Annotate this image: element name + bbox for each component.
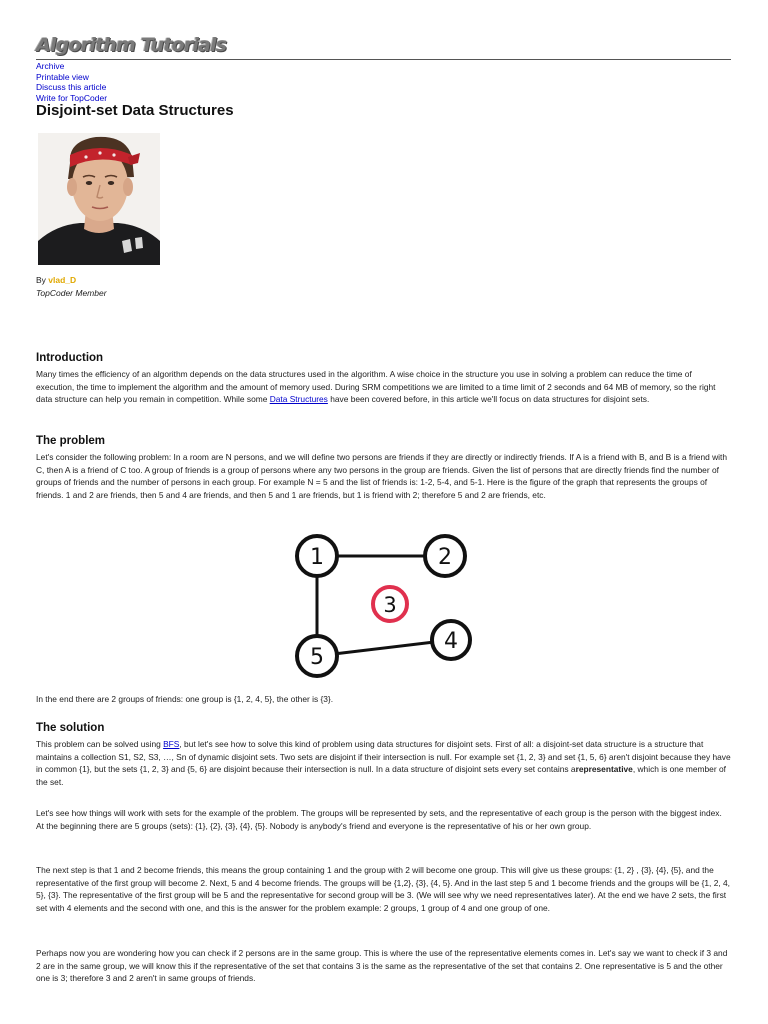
representative-term: representative	[575, 764, 633, 775]
write-for-topcoder-link[interactable]: Write for TopCoder	[36, 92, 108, 103]
site-logo[interactable]: Algorithm Tutorials	[36, 34, 227, 56]
node-5-label: 5	[310, 645, 324, 670]
node-3	[373, 587, 407, 621]
byline-prefix: By	[36, 275, 46, 285]
solution-heading: The solution	[36, 722, 105, 734]
printable-view-link[interactable]: Printable view	[36, 71, 89, 82]
node-4-label: 4	[444, 629, 458, 654]
solution-text-end: , which is one member of the set.	[36, 764, 726, 787]
solution-text-start: This problem can be solved using	[36, 739, 164, 749]
discuss-article-link[interactable]: Discuss this article	[36, 82, 107, 92]
solution-paragraph-2: Let's see how things will work with sets for the example of the problem. The groups will be represented by sets, and the representative of each group is the person with the biggest index. At the beginning there are 5 groups (sets): {1}, {2}, {3}, {4}, {5}. Nobody is anybody's friend and everyone is the representative of his or her own group.	[36, 808, 722, 831]
friends-graph-figure	[291, 530, 481, 682]
node-1	[297, 536, 337, 576]
solution-paragraph-1	[36, 738, 731, 788]
node-1-label: 1	[310, 545, 324, 570]
problem-paragraph: Let's consider the following problem: In a room are N persons, and we will define two persons are friends if they are directly or indirectly friends. If A is a friend with B, and B is a friend with C, then A is a friend of C too. A group of friends is a group of persons where any two persons in the group are friends. Given the list of persons that are directly friends find the number of groups of friends and the number of persons in each group. For example N = 5 and the list of friends is: 1-2, 5-4, and 5-1. Here is the figure of the graph that represents the groups of friends. 1 and 2 are friends, then 5 and 4 are friends, and then 5 and 1 are friends, but 1 is friend with 2; therefore 5 and 2 are friends, etc.	[36, 452, 728, 500]
page-title: Disjoint-set Data Structures	[36, 102, 234, 119]
problem-heading: The problem	[36, 435, 106, 447]
data-structures-link[interactable]: Data Structures	[269, 394, 328, 405]
node-4	[432, 621, 470, 659]
introduction-paragraph	[36, 368, 731, 406]
problem-conclusion: In the end there are 2 groups of friends: one group is {1, 2, 4, 5}, the other is {3}.	[36, 694, 334, 704]
introduction-heading: Introduction	[36, 352, 104, 364]
author-photo	[38, 133, 160, 265]
node-2	[425, 536, 465, 576]
solution-paragraph-4: Perhaps now you are wondering how you can check if 2 persons are in the same group. This is where the use of the representative elements comes in. Let's say we want to check if 3 and 2 are in the same group, we will know this if the representative of the set that contains 3 is the same as the representative of the set that contains 2. One representative is 5 and the other one is 3; therefore 3 and 2 aren't in same groups of friends.	[36, 948, 728, 984]
author-link[interactable]: vlad_D	[48, 275, 77, 285]
solution-text-mid: , but let's see how to solve this kind of problem using data structures for disjoint sets. First of all: a disjoint-set data structure is a structure that maintains a collection S1, S2, S3, …, Sn of dynamic disjoint sets. Two sets are disjoint if their intersection is null. For example set {1, 2, 3} and set {1, 5, 6} aren't disjoint because they have in common {1}, but the sets {1, 2, 3} and {5, 6} are disjoint because their intersection is null. In a data structure of disjoint sets every set contains a	[36, 739, 731, 775]
node-2-label: 2	[438, 545, 452, 570]
header-divider	[36, 59, 731, 60]
bfs-link[interactable]: BFS	[163, 739, 180, 749]
introduction-text-end: have been covered before, in this article we'll focus on data structures for disjoint sets.	[327, 394, 650, 405]
solution-paragraph-3: The next step is that 1 and 2 become friends, this means the group containing 1 and the group with 2 will become one group. This will give us these groups: {1, 2} , {3}, {4}, {5}, and the representative of the first group will become 2. Next, 5 and 4 become friends. The groups will be {1,2}, {3}, {4, 5}. And in the last step 5 and 1 become friends and the groups will be {1, 2, 4, 5}, {3}. The representative of the first group will be 5 and the representative for second group will be 3. (We will see why we need representatives later). At the end we have 2 sets, the first set with 4 elements and the second with one, and this is the answer for the problem example: 2 groups, 1 group of 4 and one group of one.	[36, 865, 731, 913]
article-tools-nav	[36, 61, 107, 103]
author-byline	[36, 274, 107, 300]
node-5	[297, 636, 337, 676]
author-role: TopCoder Member	[36, 288, 107, 298]
node-3-label: 3	[383, 593, 397, 617]
introduction-text: Many times the efficiency of an algorithm depends on the data structures used in the algorithm. A wise choice in the structure you use in solving a problem can reduce the time of execution, the time to implement the algorithm and the amount of memory used. During SRM competitions we are limited to a time limit of 2 seconds and 64 MB of memory, so the right data structure can help you remain in competition. While some	[36, 369, 716, 405]
archive-link[interactable]: Archive	[36, 61, 65, 71]
